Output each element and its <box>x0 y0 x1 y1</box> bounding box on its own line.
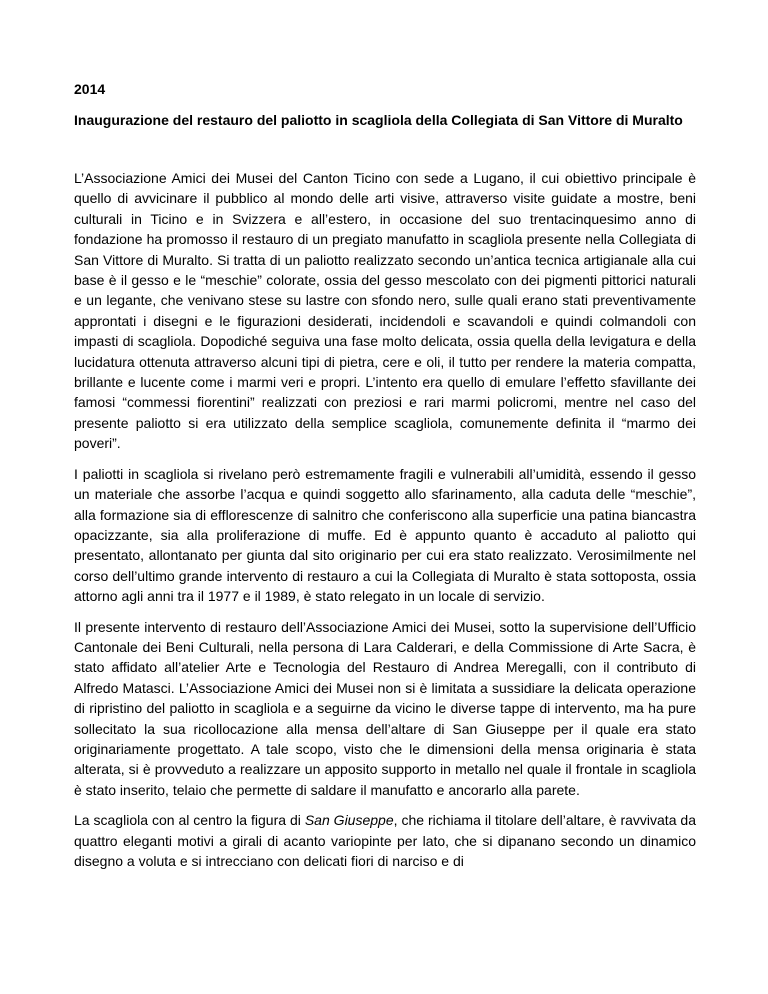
paragraph-4-text-end: , che richiama il titolare dell’altare, è ravvivata da quattro eleganti motivi a girali di acanto variopinte per lato, che si dipanano secondo un dinamico disegno a voluta e si intrecciano con delicati fiori di narciso e di <box>74 812 697 869</box>
paragraph-1: L’Associazione Amici dei Musei del Canton Ticino con sede a Lugano, il cui obiettivo principale è quello di avvicinare il pubblico al mondo delle arti visive, attraverso visite guidate a mostre, beni culturali in Ticino e in Svizzera e all’estero, in occasione del suo trentacinquesimo anno di fondazione ha promosso il restauro di un pregiato manufatto in scagliola presente nella Collegiata di San Vittore di Muralto. Si tratta di un paliotto realizzato secondo un’antica tecnica artigianale alla cui base è il gesso e le “meschie” colorate, ossia del gesso mescolato con dei pigmenti pittorici naturali e un legante, che venivano stese su lastre con sfondo nero, sulle quali erano stati preventivamente approntati i disegni e le figurazioni desiderati, incidendoli e scavandoli e quindi colmandoli con impasti di scagliola. Dopodiché seguiva una fase molto delicata, ossia quella della levigatura e della lucidatura ottenuta attraverso alcuni tipi di pietra, cere e oli, il tutto per rendere la materia compatta, brillante e lucente come i marmi veri e propri. L’intento era quello di emulare l’effetto sfavillante dei famosi “commessi fiorentini” realizzati con preziosi e rari marmi policromi, mentre nel caso del presente paliotto si era utilizzato della semplice scagliola, comunemente definita il “marmo dei poveri”. <box>74 170 696 452</box>
paragraph-4-italic-name: San Giuseppe <box>304 812 394 829</box>
document-page <box>74 79 696 881</box>
document-title: Inaugurazione del restauro del paliotto in scagliola della Collegiata di San Vittore di Muralto <box>74 112 683 128</box>
paragraph-3: Il presente intervento di restauro dell’Associazione Amici dei Musei, sotto la supervisione dell’Ufficio Cantonale dei Beni Culturali, nella persona di Lara Calderari, e della Commissione di Arte Sacra, è stato affidato all’atelier Arte e Tecnologia del Restauro di Andrea Meregalli, con il contributo di Alfredo Matasci. L’Associazione Amici dei Musei non si è limitata a sussidiare la delicata operazione di ripristino del paliotto in scagliola e a seguirne da vicino le diverse tappe di intervento, ma ha pure sollecitato la sua ricollocazione alla mensa dell’altare di San Giuseppe per il quale era stato originariamente progettato. A tale scopo, visto che le dimensioni della mensa originaria è stata alterata, si è provveduto a realizzare un apposito supporto in metallo nel quale il frontale in scagliola è stato inserito, telaio che permette di saldare il manufatto e ancorarlo alla parete. <box>74 618 696 798</box>
document-year: 2014 <box>74 81 106 97</box>
paragraph-4-text-start: La scagliola con al centro la figura di <box>74 812 305 829</box>
paragraph-2: I paliotti in scagliola si rivelano però estremamente fragili e vulnerabili all’umidità, essendo il gesso un materiale che assorbe l’acqua e quindi soggetto allo sfarinamento, alla caduta delle “meschie”, alla formazione sia di efflorescenze di salnitro che conferiscono alla superficie una patina biancastra opacizzante, sia alla proliferazione di muffe. Ed è appunto quanto è accaduto al paliotto qui presentato, allontanato per giunta dal sito originario per cui era stato realizzato. Verosimilmente nel corso dell’ultimo grande intervento di restauro a cui la Collegiata di Muralto è stata sottoposta, ossia attorno agli anni tra il 1977 e il 1989, è stato relegato in un locale di servizio. <box>74 465 696 605</box>
paragraph-4 <box>74 810 696 871</box>
